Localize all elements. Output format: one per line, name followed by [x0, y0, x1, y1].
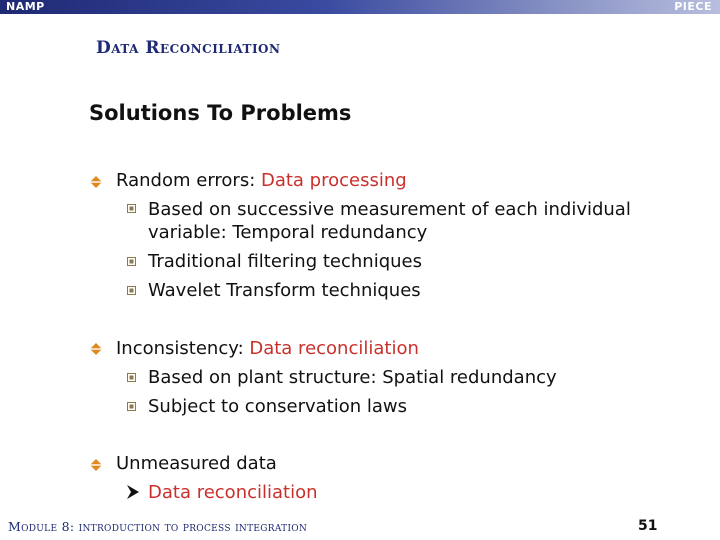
bullet-label: Inconsistency:	[116, 338, 250, 359]
square-bullet-icon	[127, 286, 136, 295]
sub-bullet-text: Subject to conservation laws	[148, 396, 407, 417]
sub-bullet-text: Wavelet Transform techniques	[148, 280, 421, 301]
arrow-bullet-icon	[127, 485, 139, 499]
diamond-bullet-icon	[90, 343, 102, 355]
square-bullet-icon	[127, 257, 136, 266]
sub-bullet-text: Based on plant structure: Spatial redundancy	[148, 367, 557, 388]
header-left-label: NAMP	[6, 0, 45, 13]
square-bullet-icon	[127, 204, 136, 213]
arrow-item-text: Data reconciliation	[148, 482, 318, 503]
diamond-bullet-icon	[90, 176, 102, 188]
bullet-inconsistency	[116, 338, 419, 360]
header-right-label: PIECE	[674, 0, 712, 13]
sub-bullet-text: Traditional filtering techniques	[148, 251, 422, 272]
slide-title: Solutions To Problems	[89, 101, 352, 125]
sub-bullet-text: Based on successive measurement of each individual	[148, 199, 631, 220]
sub-bullet-text: variable: Temporal redundancy	[148, 222, 428, 243]
square-bullet-icon	[127, 402, 136, 411]
bullet-unmeasured-data: Unmeasured data	[116, 453, 277, 474]
page-number: 51	[638, 518, 658, 534]
section-title: Data Reconciliation	[96, 38, 281, 58]
bullet-highlight: Data reconciliation	[249, 338, 419, 359]
square-bullet-icon	[127, 373, 136, 382]
footer-module-label: Module 8: introduction to process integration	[8, 519, 308, 534]
header-bar	[0, 0, 720, 14]
bullet-random-errors	[116, 170, 407, 192]
diamond-bullet-icon	[90, 459, 102, 471]
bullet-label: Random errors:	[116, 170, 261, 191]
bullet-highlight: Data processing	[260, 170, 407, 191]
